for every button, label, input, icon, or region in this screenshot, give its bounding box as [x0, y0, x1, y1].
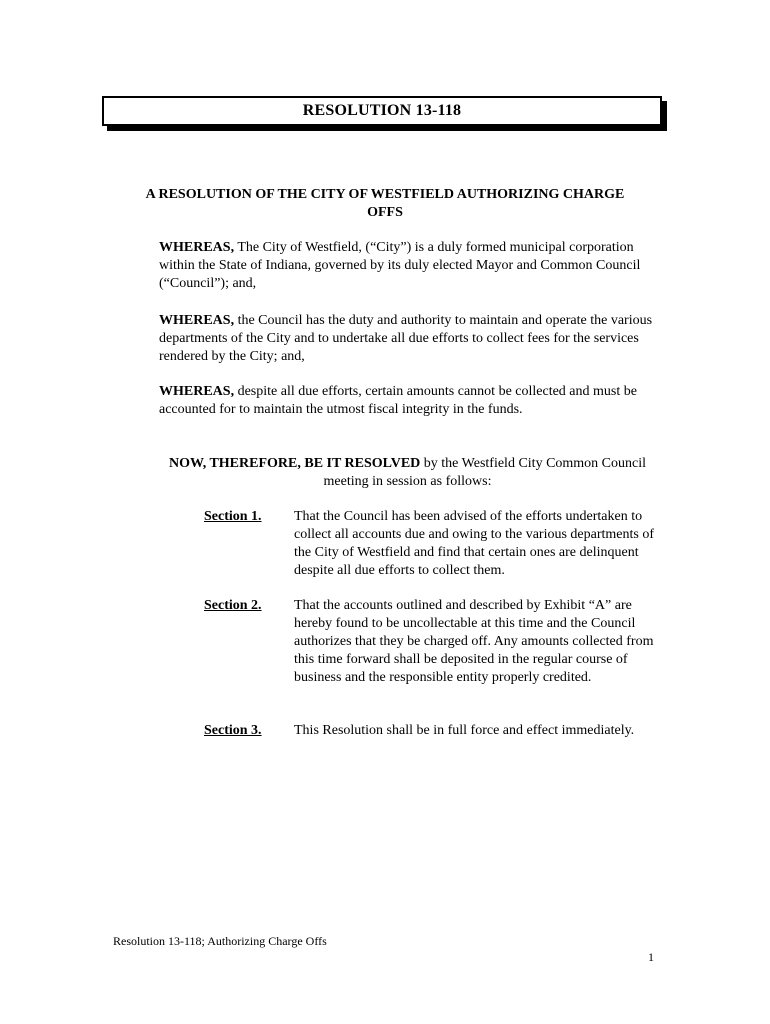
section-label: Section 1.	[204, 509, 262, 524]
section-3	[204, 722, 664, 740]
subtitle-line-2: OFFS	[367, 205, 403, 220]
whereas-paragraph-3	[159, 383, 659, 419]
whereas-text: despite all due efforts, certain amounts cannot be collected and must be accounted for to maintain the utmost fiscal integrity in the funds.	[159, 384, 637, 417]
document-subtitle	[118, 186, 652, 222]
whereas-paragraph-2	[159, 312, 659, 366]
resolved-text: by the Westfield City Common Council meeting in session as follows:	[323, 456, 647, 489]
whereas-text: the Council has the duty and authority to maintain and operate the various departments of the City and to undertake all due efforts to collect fees for the services rendered by the City; and,	[159, 313, 653, 364]
subtitle-line-1: A RESOLUTION OF THE CITY OF WESTFIELD AUTHORIZING CHARGE	[145, 187, 625, 202]
resolved-paragraph	[150, 455, 665, 491]
section-2	[204, 597, 664, 687]
section-label: Section 2.	[204, 598, 262, 613]
whereas-lead: WHEREAS,	[159, 384, 235, 399]
document-title: RESOLUTION 13-118	[302, 102, 462, 119]
title-box	[102, 96, 662, 126]
section-label: Section 3.	[204, 723, 262, 738]
resolved-lead: NOW, THEREFORE, BE IT RESOLVED	[168, 456, 421, 471]
whereas-lead: WHEREAS,	[159, 240, 235, 255]
section-text: That the accounts outlined and described by Exhibit “A” are hereby found to be uncollectable at this time and the Council authorizes that they be charged off. Any amounts collected from this time forward shall be deposited in the regular course of business and the responsible entity properly credited.	[294, 598, 654, 685]
page-footer: Resolution 13-118; Authorizing Charge Offs	[113, 934, 327, 948]
whereas-lead: WHEREAS,	[159, 313, 235, 328]
section-text: That the Council has been advised of the efforts undertaken to collect all accounts due and owing to the various departments of the City of Westfield and find that certain ones are delinquent despite all due efforts to collect them.	[294, 509, 655, 578]
page-number: 1	[648, 950, 654, 964]
whereas-text: The City of Westfield, (“City”) is a duly formed municipal corporation within the State of Indiana, governed by its duly elected Mayor and Common Council (“Council”); and,	[159, 240, 641, 291]
section-text: This Resolution shall be in full force and effect immediately.	[294, 723, 635, 738]
section-1	[204, 508, 664, 580]
whereas-paragraph-1	[159, 239, 659, 293]
